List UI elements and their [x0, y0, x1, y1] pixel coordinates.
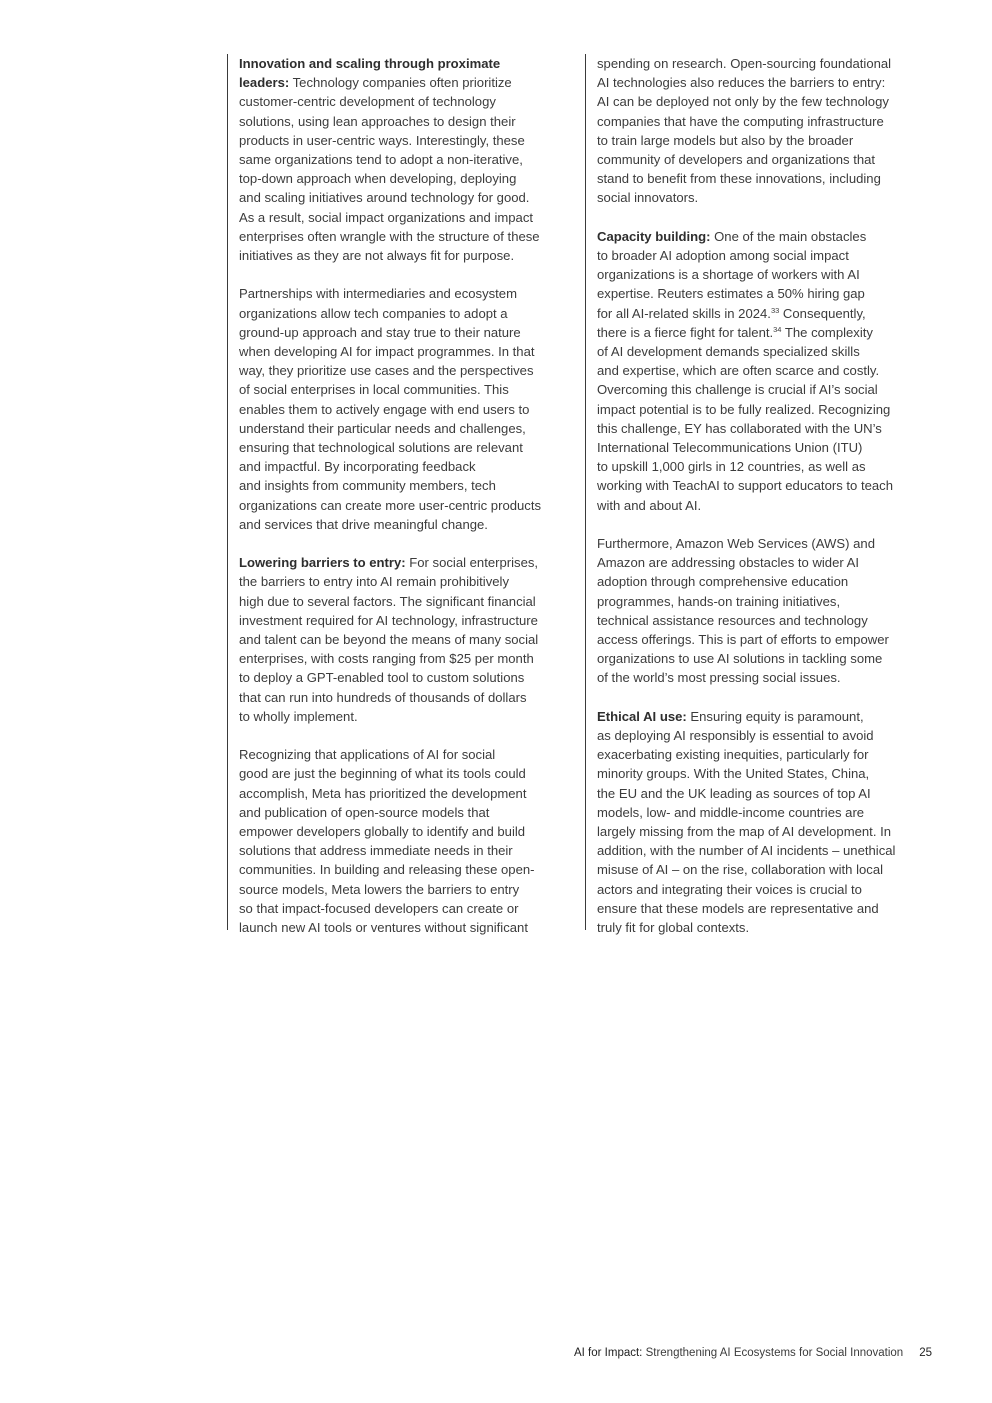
paragraph-ethical-ai: [597, 707, 945, 937]
text-line: Ensuring equity is paramount,: [686, 708, 864, 724]
page-footer: [574, 1347, 932, 1359]
text-line: Consequently,: [779, 305, 866, 321]
text-line: One of the main obstacles: [710, 228, 867, 244]
text-line: expertise. Reuters estimates a 50% hiring gap: [597, 286, 865, 302]
lead-capacity-building: Capacity building:: [597, 228, 711, 244]
text-line: there is a fierce fight for talent.: [597, 324, 774, 340]
text-line: top-down approach when developing, deploying: [239, 171, 517, 187]
text-line: way, they prioritize use cases and the perspectives: [239, 363, 534, 379]
paragraph-lowering-barriers: [239, 553, 577, 726]
text-line: misuse of AI – on the rise, collaboration with local: [597, 862, 884, 878]
paragraph-capacity-building: [597, 227, 945, 515]
text-line: the EU and the UK leading as sources of top AI: [597, 785, 871, 801]
text-line: when developing AI for impact programmes. In that: [239, 344, 535, 360]
text-line: actors and integrating their voices is crucial to: [597, 881, 862, 897]
text-line: organizations to use AI solutions in tackling some: [597, 651, 883, 667]
text-line: companies that have the computing infrastructure: [597, 113, 884, 129]
lead-innovation-scaling: Innovation and scaling through proximate: [239, 56, 501, 71]
text-line: launch new AI tools or ventures without significant: [239, 920, 528, 936]
text-line: Recognizing that applications of AI for social: [239, 747, 496, 763]
text-line: and impactful. By incorporating feedback: [239, 459, 476, 475]
text-line: impact potential is to be fully realized. Recognizing: [597, 401, 891, 417]
text-line: largely missing from the map of AI development. In: [597, 824, 892, 840]
text-line: The complexity: [781, 324, 873, 340]
text-line: communities. In building and releasing these open-: [239, 862, 535, 878]
text-line: and services that drive meaningful change.: [239, 516, 488, 532]
lead-ethical-ai: Ethical AI use:: [597, 708, 687, 724]
text-line: models, low- and middle-income countries are: [597, 804, 865, 820]
lead-lowering-barriers: Lowering barriers to entry:: [239, 555, 406, 571]
text-line: empower developers globally to identify and build: [239, 824, 526, 840]
text-line: organizations allow tech companies to adopt a: [239, 305, 508, 321]
text-line: initiatives as they are not always fit for purpose.: [239, 248, 515, 264]
text-line: and expertise, which are often scarce and costly.: [597, 363, 880, 379]
text-line: and publication of open-source models that: [239, 804, 490, 820]
text-line: enterprises often wrangle with the structure of these: [239, 228, 540, 244]
text-line: AI can be deployed not only by the few technology: [597, 94, 889, 110]
text-line: Furthermore, Amazon Web Services (AWS) and: [597, 536, 875, 552]
text-line: As a result, social impact organizations and impact: [239, 209, 534, 225]
text-line: organizations is a shortage of workers with AI: [597, 267, 860, 283]
text-line: technical assistance resources and technology: [597, 612, 868, 628]
footer-subtitle: Strengthening AI Ecosystems for Social Innovation: [642, 1347, 904, 1359]
text-line: International Telecommunications Union (ITU): [597, 440, 863, 456]
text-line: of AI development demands specialized skills: [597, 344, 860, 360]
text-line: solutions, using lean approaches to design their: [239, 113, 516, 129]
text-line: stand to benefit from these innovations, including: [597, 171, 881, 187]
text-line: Overcoming this challenge is crucial if AI’s social: [597, 382, 878, 398]
footer-report-title: AI for Impact:: [574, 1347, 643, 1359]
text-line: programmes, hands-on training initiatives,: [597, 593, 841, 609]
text-line: social innovators.: [597, 190, 699, 206]
text-line: AI technologies also reduces the barriers to entry:: [597, 75, 886, 91]
text-line: enterprises, with costs ranging from $25 per month: [239, 651, 534, 667]
text-line: to deploy a GPT-enabled tool to custom solutions: [239, 670, 525, 686]
text-line: organizations can create more user-centric products: [239, 497, 542, 513]
text-line: community of developers and organizations that: [597, 152, 876, 168]
paragraph-innovation-scaling: Innovation and scaling through proximate leaders: Technology companies often prioritize customer-centric development of technology solutions, using lean approaches to design their products in user-centric ways. Interestingly, these same organizations tend to adopt a non-iterative, top-down approach when developing, deploying and scaling initiatives around technology for good. As a result, social impact organizations and impact enterprises often wrangle with the structure of these initiatives as they are not always fit for purpose.: [239, 54, 577, 265]
text-line: as deploying AI responsibly is essential to avoid: [597, 728, 874, 744]
paragraph-open-sourcing: [597, 54, 945, 208]
text-line: understand their particular needs and challenges,: [239, 420, 526, 436]
text-line: good are just the beginning of what its tools could: [239, 766, 526, 782]
text-line: ensuring that technological solutions are relevant: [239, 440, 523, 456]
text-line: that can run into hundreds of thousands of dollars: [239, 689, 527, 705]
text-line: to wholly implement.: [239, 708, 358, 724]
text-line: investment required for AI technology, infrastructure: [239, 612, 538, 628]
text-line: the barriers to entry into AI remain prohibitively: [239, 574, 510, 590]
text-line: to upskill 1,000 girls in 12 countries, as well as: [597, 459, 866, 475]
text-line: of the world’s most pressing social issues.: [597, 670, 841, 686]
paragraph-aws: [597, 534, 945, 688]
text-line: source models, Meta lowers the barriers to entry: [239, 881, 520, 897]
text-line: working with TeachAI to support educators to teach: [597, 478, 893, 494]
paragraph-partnerships: [239, 284, 577, 534]
text-line: Technology companies often prioritize: [289, 75, 512, 91]
text-line: exacerbating existing inequities, particularly for: [597, 747, 869, 763]
text-line: to broader AI adoption among social impact: [597, 248, 849, 264]
text-line: customer-centric development of technology: [239, 94, 496, 110]
text-line: to train large models but also by the broader: [597, 132, 854, 148]
text-line: of social enterprises in local communities. This: [239, 382, 509, 398]
text-line: solutions that address immediate needs in their: [239, 843, 513, 859]
page-number: 25: [919, 1347, 932, 1359]
text-line: Partnerships with intermediaries and ecosystem: [239, 286, 517, 302]
text-line: and insights from community members, tech: [239, 478, 496, 494]
text-line: access offerings. This is part of efforts to empower: [597, 632, 889, 648]
text-line: for all AI-related skills in 2024.: [597, 305, 771, 321]
text-line: products in user-centric ways. Interestingly, these: [239, 132, 525, 148]
text-line: minority groups. With the United States, China,: [597, 766, 870, 782]
footnote-ref-34[interactable]: 34: [773, 324, 782, 334]
text-line: so that impact-focused developers can create or: [239, 900, 519, 916]
text-line: with and about AI.: [597, 497, 702, 513]
text-line: and talent can be beyond the means of many social: [239, 632, 539, 648]
text-line: high due to several factors. The significant financial: [239, 593, 536, 609]
right-column: [585, 54, 945, 936]
text-line: ensure that these models are representative and: [597, 900, 879, 916]
text-line: adoption through comprehensive education: [597, 574, 849, 590]
text-line: Amazon are addressing obstacles to wider AI: [597, 555, 860, 571]
text-line: ground-up approach and stay true to their nature: [239, 324, 521, 340]
paragraph-meta-open-source: [239, 745, 577, 937]
text-line: addition, with the number of AI incidents – unethical: [597, 843, 896, 859]
text-line: truly fit for global contexts.: [597, 920, 750, 936]
text-line: spending on research. Open-sourcing foundational: [597, 56, 892, 71]
text-line: For social enterprises,: [405, 555, 539, 571]
text-line: accomplish, Meta has prioritized the development: [239, 785, 527, 801]
footnote-ref-33[interactable]: 33: [770, 305, 780, 315]
text-line: enables them to actively engage with end users to: [239, 401, 530, 417]
text-line: this challenge, EY has collaborated with the UN’s: [597, 420, 882, 436]
text-line: and scaling initiatives around technology for good.: [239, 190, 530, 206]
left-column: [227, 54, 577, 936]
text-line: same organizations tend to adopt a non-iterative,: [239, 152, 523, 168]
